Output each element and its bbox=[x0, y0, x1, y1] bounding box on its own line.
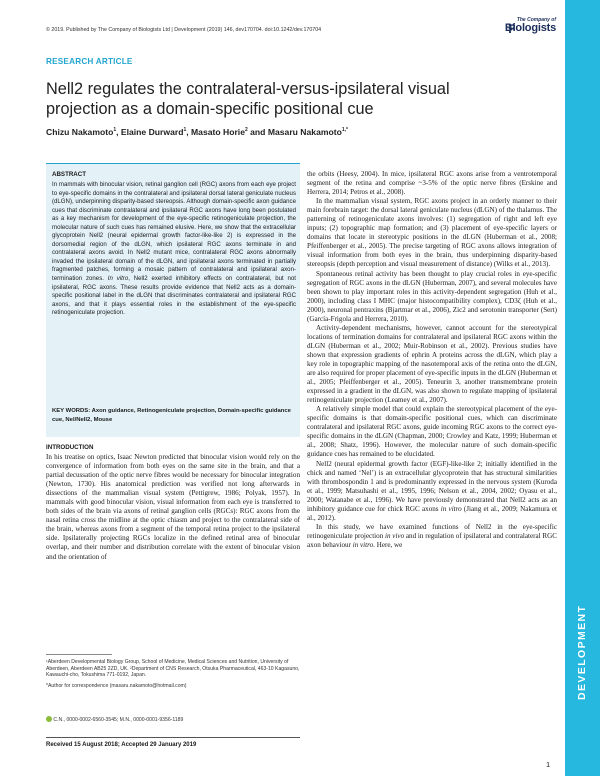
right-column-text bbox=[307, 170, 557, 763]
p6-text-b: and in regulation of ipsilateral and contralateral RGC axon behaviour bbox=[307, 531, 557, 549]
received-accepted-dates: Received 15 August 2018; Accepted 29 January 2019 bbox=[46, 742, 197, 748]
abstract-italic: In vitro bbox=[107, 275, 129, 283]
abstract-part1: In mammals with binocular vision, retinal ganglion cell (RGC) axons from each eye project to eye-specific domains in the contralateral and ipsilateral dorsal lateral geniculate nucleus (dLGN), underpinning disparity-based stereopsis. Although domain-specific axon guidance cues that discriminate contralateral and ipsilateral RGC axons have long been postulated as a key mechanism for development of the eye-specific retinogeniculate projection, the molecular nature of such cues has remained elusive. Here, we show that the extracellular glycoprotein Nell2 (neural epidermal growth factor-like-like 2) is expressed in the dorsomedial region of the dLGN, which ipsilateral RGC axons terminate in and contralateral axons avoid. In Nell2 mutant mice, contralateral RGC axons abnormally invaded the ipsilateral domain of the dLGN, and ipsilateral axons terminated in partially fragmented patches, forming a mosaic pattern of contralateral and ipsilateral axon-termination zones. bbox=[52, 181, 296, 283]
abstract-part2: , Nell2 exerted inhibitory effects on contralateral, but not ipsilateral, RGC axons. These results provide evidence that Nell2 acts as a domain-specific positional label in the dLGN that discriminates contralateral and ipsilateral RGC axons, and that it plays essential roles in the establishment of the eye-specific retinogeniculate projection. bbox=[52, 275, 296, 317]
publisher-logo bbox=[504, 17, 556, 39]
p6-text-c: . Here, we bbox=[373, 540, 403, 549]
author-2: Elaine Durward bbox=[120, 127, 184, 137]
journal-name: DEVELOPMENT bbox=[576, 604, 588, 700]
logo-main-text: Biologists bbox=[504, 22, 556, 34]
p6-italic-2: in vitro bbox=[352, 540, 374, 549]
author-2-affil: 1 bbox=[183, 127, 187, 134]
right-paragraph-6 bbox=[307, 523, 557, 550]
introduction-heading: INTRODUCTION bbox=[46, 444, 94, 451]
right-paragraph-0: the orbits (Heesy, 2004). In mice, ipsilateral RGC axons arise from a ventrotemporal segment of the retina and comprise ~3-5% of the optic nerve fibres (Erskine and Herrera, 2014; Petros et al., 2008). bbox=[307, 170, 557, 197]
footnotes bbox=[46, 659, 300, 693]
author-4: Masaru Nakamoto bbox=[267, 127, 342, 137]
right-paragraph-3: Activity-dependent mechanisms, however, cannot account for the stereotypical locations of termination domains for contralateral and ipsilateral RGC axons within the dLGN (Huberman et al., 2002; Muir-Robinson et al., 2002). Previous studies have shown that expression gradients of ephrin A proteins across the dLGN, which play a key role in topographic mapping of the nasotemporal axis of the retina onto the dLGN, are also required for proper placement of eye-specific inputs in the dLGN (Huberman et al., 2005; Pfeiffenberger et al., 2005). Teneurin 3, another transmembrane protein expressed in a gradient in the dLGN, was also shown to regulate mapping of ipsilateral retinogeniculate projection (Leamey et al., 2007). bbox=[307, 323, 557, 405]
footnote-divider bbox=[46, 654, 112, 655]
right-paragraph-5 bbox=[307, 460, 557, 523]
p5-end: (Jiang et al., 2009; Nakamura et al., 2012). bbox=[307, 504, 557, 522]
orcid-icon bbox=[46, 716, 52, 722]
abstract-heading: ABSTRACT bbox=[52, 171, 87, 178]
orcid-text[interactable]: C.N., 0000-0002-6560-3545; M.N., 0000-0001-9356-1189 bbox=[53, 717, 184, 723]
keywords: KEY WORDS: Axon guidance, Retinogeniculate projection, Domain-specific guidance cue, Nel/Nell2, Mouse bbox=[52, 408, 291, 423]
p6-text-a: In this study, we have examined functions of Nell2 in the eye-specific retinogeniculate projection bbox=[307, 522, 557, 540]
author-1-affil: 1 bbox=[113, 127, 117, 134]
author-3: Masato Horie bbox=[191, 127, 245, 137]
citation-header: © 2019. Published by The Company of Biologists Ltd | Development (2019) 146, dev170704. doi:10.1242/dev.170704 bbox=[46, 27, 322, 33]
author-list: Chizu Nakamoto$^1$, Elaine Durward$^1$, Masato Horie$^2$ and Masaru Nakamoto$^{1,*}$ bbox=[46, 127, 348, 137]
author-4-affil: 1,* bbox=[341, 127, 348, 134]
article-type: RESEARCH ARTICLE bbox=[46, 57, 133, 66]
page-number: 1 bbox=[546, 760, 551, 769]
right-paragraph-4: A relatively simple model that could explain the stereotypical placement of the eye-specific domains is that domain-specific positional cues, which can discriminate contralateral and ipsilateral RGC axons, guide incoming RGC axons to the correct eye-specific domains in the dLGN (Chapman, 2000; Crowley and Katz, 1999; Huberman et al., 2008; Shatz, 1996). However, the molecular nature of such domain-specific guidance cues has remained to be elucidated. bbox=[307, 405, 557, 459]
affiliations: ¹Aberdeen Developmental Biology Group, School of Medicine, Medical Sciences and Nutrition, University of Aberdeen, Aberdeen AB25 2ZD, UK. ²Department of CNS Research, Otsuka Pharmaceutical, 463-10 Kagasuno, Kawauchi-cho, Tokushima 771-0192, Japan. bbox=[46, 659, 300, 679]
logo-top-text: The Company of bbox=[516, 17, 556, 23]
author-1: Chizu Nakamoto bbox=[46, 127, 114, 137]
dates-divider bbox=[46, 737, 300, 738]
orcid-line bbox=[46, 716, 300, 723]
p5-text: Nell2 (neural epidermal growth factor (EGF)-like-like 2; initially identified in the chick and named ‘Nel’) is an extracellular glycoprotein that has structural similarities with thrombospondin 1 and is predominantly expressed in the nervous system (Kuroda et al., 1999; Matsuhashi et al., 1995, 1996; Nelson et al., 2004, 2002; Oyasu et al., 2000; Watanabe et al., 1996). We have previously demonstrated that Nell2 acts as an inhibitory guidance cue for chick RGC axons bbox=[307, 459, 557, 513]
p5-italic: in vitro bbox=[440, 504, 462, 513]
right-paragraph-2: Spontaneous retinal activity has been thought to play crucial roles in eye-specific segregation of RGC axons in the dLGN (Huberman, 2007), and several molecules have been shown to play important roles in this activity-dependent segregation (Huh et al., 2000), including class I MHC (major histocompatibility complex), CD3ζ (Huh et al., 2000), neuronal pentraxins (Bjartmar et al., 2006), Zic2 and serotonin transporter (Sert) (García-Frigola and Herrera, 2010). bbox=[307, 269, 557, 323]
introduction-text bbox=[46, 453, 300, 645]
correspondence[interactable]: *Author for correspondence (masaru.nakamoto@hotmail.com) bbox=[46, 682, 187, 689]
article-title: Nell2 regulates the contralateral-versus-ipsilateral visual projection as a domain-specific positional cue bbox=[46, 80, 450, 118]
abstract-text bbox=[52, 181, 296, 318]
p6-italic-1: in vivo bbox=[385, 531, 405, 540]
intro-paragraph-1: In his treatise on optics, Isaac Newton predicted that binocular vision would rely on the convergence of information from both eyes on the same site in the brain, and that a partial decussation of the optic nerve fibres would be necessary for binocular integration (Newton, 1730). His anatomical prediction was verified not long afterwards in dissections of the mammalian visual system (Pettigrew, 1986; Polyak, 1957). In mammals with good binocular vision, visual information from each eye is transferred to both sides of the brain via axons of retinal ganglion cells (RGCs): RGC axons from the nasal retina cross the midline at the optic chiasm and project to the contralateral side of the brain, whereas axons from a segment of the temporal retina project to the ipsilateral side. Ipsilaterally projecting RGCs localize in the defined retinal area of binocular overlap, and their number and distribution correlate with the extent of binocular vision and the orientation of bbox=[46, 453, 300, 561]
author-3-affil: 2 bbox=[244, 127, 248, 134]
right-paragraph-1: In the mammalian visual system, RGC axons project in an orderly manner to their main forebrain target: the dorsal lateral geniculate nucleus (dLGN) of the thalamus. The patterning of retinogeniculate axons involves: (1) segregation of right and left eye inputs; (2) topographic map formation; and (3) placement of eye-specific layers or domains that locate in stereotypic positions in the dLGN (Huberman et al., 2008; Pfeiffenberger et al., 2005). The precise targeting of RGC axons allows integration of visual information from both eyes in the brain, thus underpinning disparity-based stereopsis (depth perception and visual measurement of distance) (Wilks et al., 2013). bbox=[307, 197, 557, 269]
